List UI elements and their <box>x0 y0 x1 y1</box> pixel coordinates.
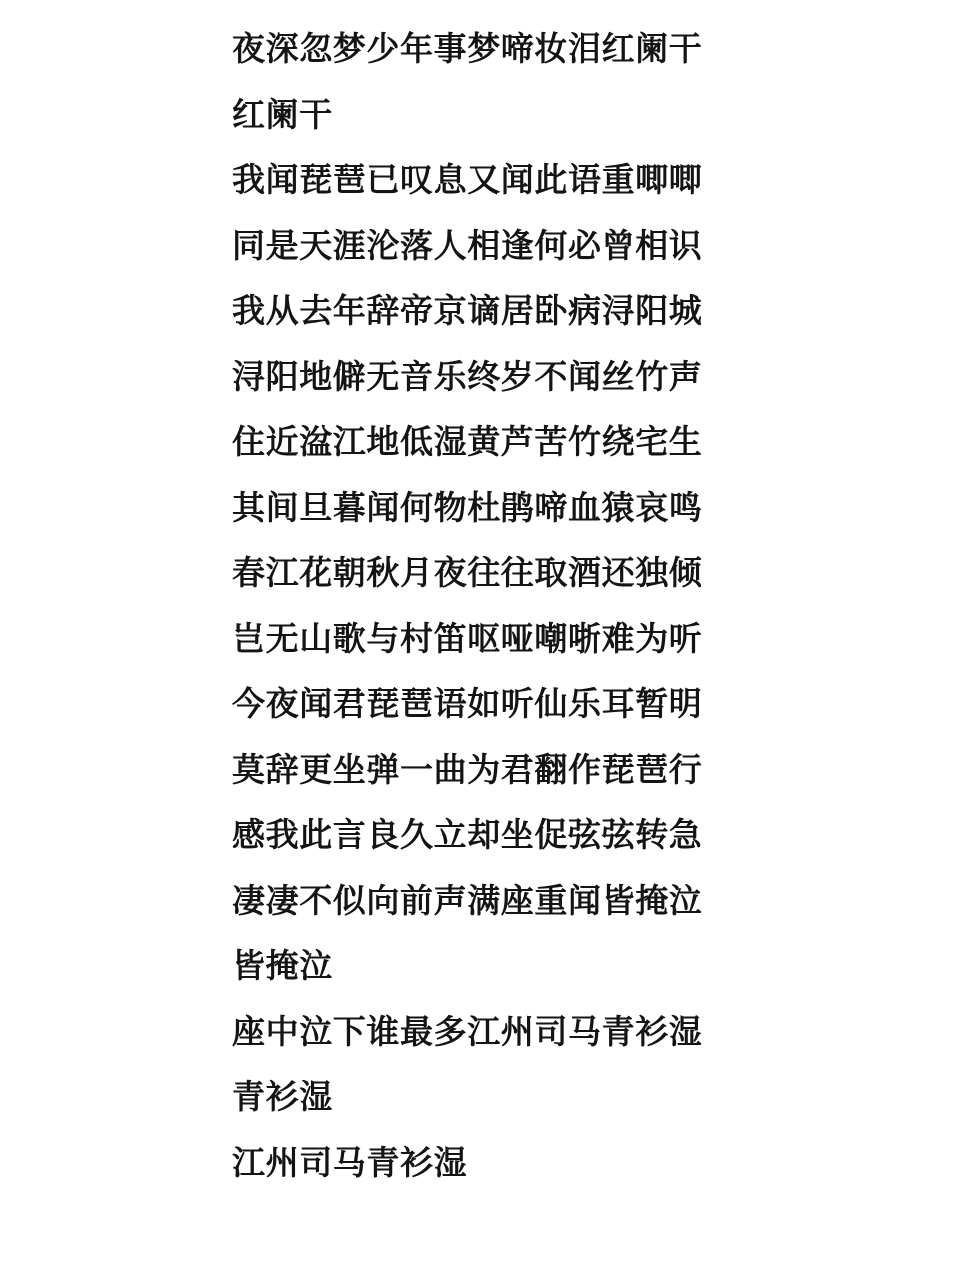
poem-line-1: 夜深忽梦少年事梦啼妆泪红阑干 <box>232 29 703 68</box>
poem-line-2: 红阑干 <box>232 94 333 134</box>
poem-text <box>232 16 732 1195</box>
poem-line-3: 我闻琵琶已叹息又闻此语重唧唧 <box>232 160 703 199</box>
poem-line-8: 其间旦暮闻何物杜鹃啼血猿哀鸣 <box>232 487 703 527</box>
poem-line-10: 岂无山歌与村笛呕哑嘲哳难为听 <box>232 618 703 658</box>
poem-line-6: 浔阳地僻无音乐终岁不闻丝竹声 <box>232 356 703 396</box>
poem-line-18: 江州司马青衫湿 <box>232 1142 468 1182</box>
poem-line-16: 座中泣下谁最多江州司马青衫湿 <box>232 1011 703 1051</box>
poem-line-17: 青衫湿 <box>232 1077 333 1116</box>
poem-line-13: 感我此言良久立却坐促弦弦转急 <box>232 815 703 854</box>
poem-line-11: 今夜闻君琵琶语如听仙乐耳暂明 <box>232 684 703 723</box>
poem-line-7: 住近湓江地低湿黄芦苦竹绕宅生 <box>232 422 703 461</box>
poem-line-12: 莫辞更坐弹一曲为君翻作琵琶行 <box>232 749 703 789</box>
poem-line-9: 春江花朝秋月夜往往取酒还独倾 <box>232 553 703 592</box>
poem-line-14: 凄凄不似向前声满座重闻皆掩泣 <box>232 880 703 920</box>
poem-line-15: 皆掩泣 <box>232 946 333 985</box>
poem-line-4: 同是天涯沦落人相逢何必曾相识 <box>232 225 703 265</box>
poem-line-5: 我从去年辞帝京谪居卧病浔阳城 <box>232 291 703 330</box>
